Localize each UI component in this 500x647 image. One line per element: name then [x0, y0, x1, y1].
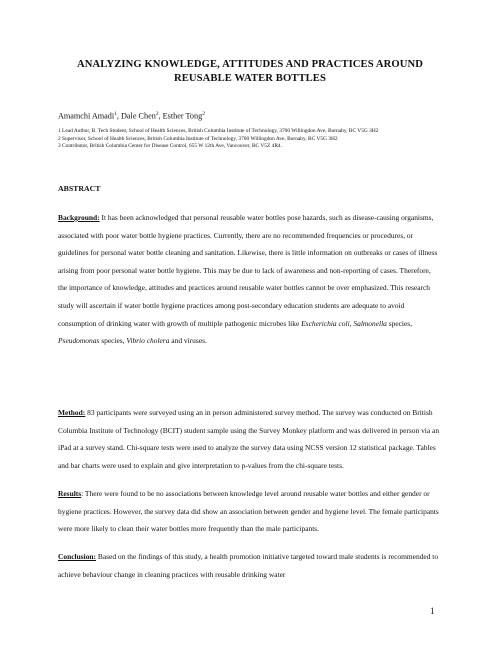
affiliation-1: 1 Lead Author, B. Tech Student, School of Health Sciences, British Columbia Institute of Technology, 3700 Willingdon Ave, Burnaby, BC V5G 3H2: [58, 128, 379, 134]
paper-title: [50, 58, 450, 86]
conclusion-text: Based on the findings of this study, a health promotion initiative targeted toward male students is recommended to achieve behaviour change in cleaning practices with reusable drinking water: [58, 552, 439, 579]
author-name: Dale Chen: [121, 111, 156, 121]
title-line-2: REUSABLE WATER BOTTLES: [174, 73, 326, 84]
affiliations: [58, 128, 443, 151]
background-text: species,: [99, 336, 127, 346]
author-list: [58, 111, 205, 121]
author-name: Amamchi Amadi: [58, 111, 115, 121]
page-number: 1: [430, 606, 435, 616]
results-paragraph: [58, 485, 440, 538]
conclusion-label: Conclusion:: [58, 552, 97, 561]
affiliation-3: 3 Contributor, British Columbia Center for Disease Control, 655 W 12th Ave, Vancouver, BC V5Z 4R4.: [58, 143, 282, 150]
background-label: Background:: [58, 213, 100, 222]
author-separator: ,: [116, 111, 122, 121]
method-text: 83 participants were surveyed using an in person administered survey method. The survey was conducted on British Columbia Institute of Technology (BCIT) student sample using the Survey Monkey platform and was delivered in person via an iPad at a survey stand. Chi-square tests were used to analyze the survey data using NCSS version 12 statistical package. Tables and bar charts were used to explain and give interpretation to p-values from the chi-square tests.: [58, 408, 440, 470]
author-affiliation-marker: 2: [155, 111, 159, 117]
results-label: Results: [58, 489, 82, 498]
method-paragraph: [58, 404, 440, 474]
abstract-heading: ABSTRACT: [58, 184, 101, 193]
results-text: : There were found to be no associations between knowledge level around reusable water bottles and either gender or hygiene practices. However, the survey data did show an association between gender and hygiene level. The female participants were more likely to clean their water bottles more frequently than the male participants.: [58, 489, 439, 534]
background-text: ,: [349, 318, 354, 328]
title-line-1: ANALYZING KNOWLEDGE, ATTITUDES AND PRACTICES AROUND: [77, 59, 423, 70]
organism-name: Pseudomonas: [58, 336, 100, 346]
organism-name: Vibrio cholera: [126, 336, 170, 346]
conclusion-paragraph: [58, 548, 440, 583]
background-paragraph: [58, 209, 440, 350]
organism-name: Salmonella: [353, 318, 387, 328]
background-text: It has been acknowledged that personal reusable water bottles pose hazards, such as disease-causing organisms, associated with poor water bottle hygiene practices. Currently, there are no recommended frequencies or procedures, or guidelines for personal water bottle cleaning and sanitation. Likewise, there is little information on outbreaks or cases of illness arising from poor personal water bottle hygiene. This may be due to lack of awareness and non-reporting of cases. Therefore, the importance of knowledge, attitudes and practices around reusable water bottles cannot be over emphasized. This research study will ascertain if water bottle hygiene practices among post-secondary education students are adequate to avoid consumption of drinking water with growth of multiple pathogenic microbes like: [58, 213, 438, 328]
background-text: and viruses.: [169, 336, 207, 346]
organism-name: Escherichia coli: [301, 318, 350, 328]
author-affiliation-marker: 2: [202, 111, 205, 117]
author-affiliation-marker: 1: [114, 111, 117, 117]
method-label: Method:: [58, 408, 86, 417]
author-separator: ,: [158, 111, 163, 121]
affiliation-2: 2 Supervisor, School of Health Sciences, British Columbia Institute of Technology, 3700 Willingdon Ave, Burnaby, BC V5G 3H2: [58, 135, 338, 142]
author-name: Esther Tong: [162, 111, 203, 121]
background-text: species,: [386, 318, 413, 328]
